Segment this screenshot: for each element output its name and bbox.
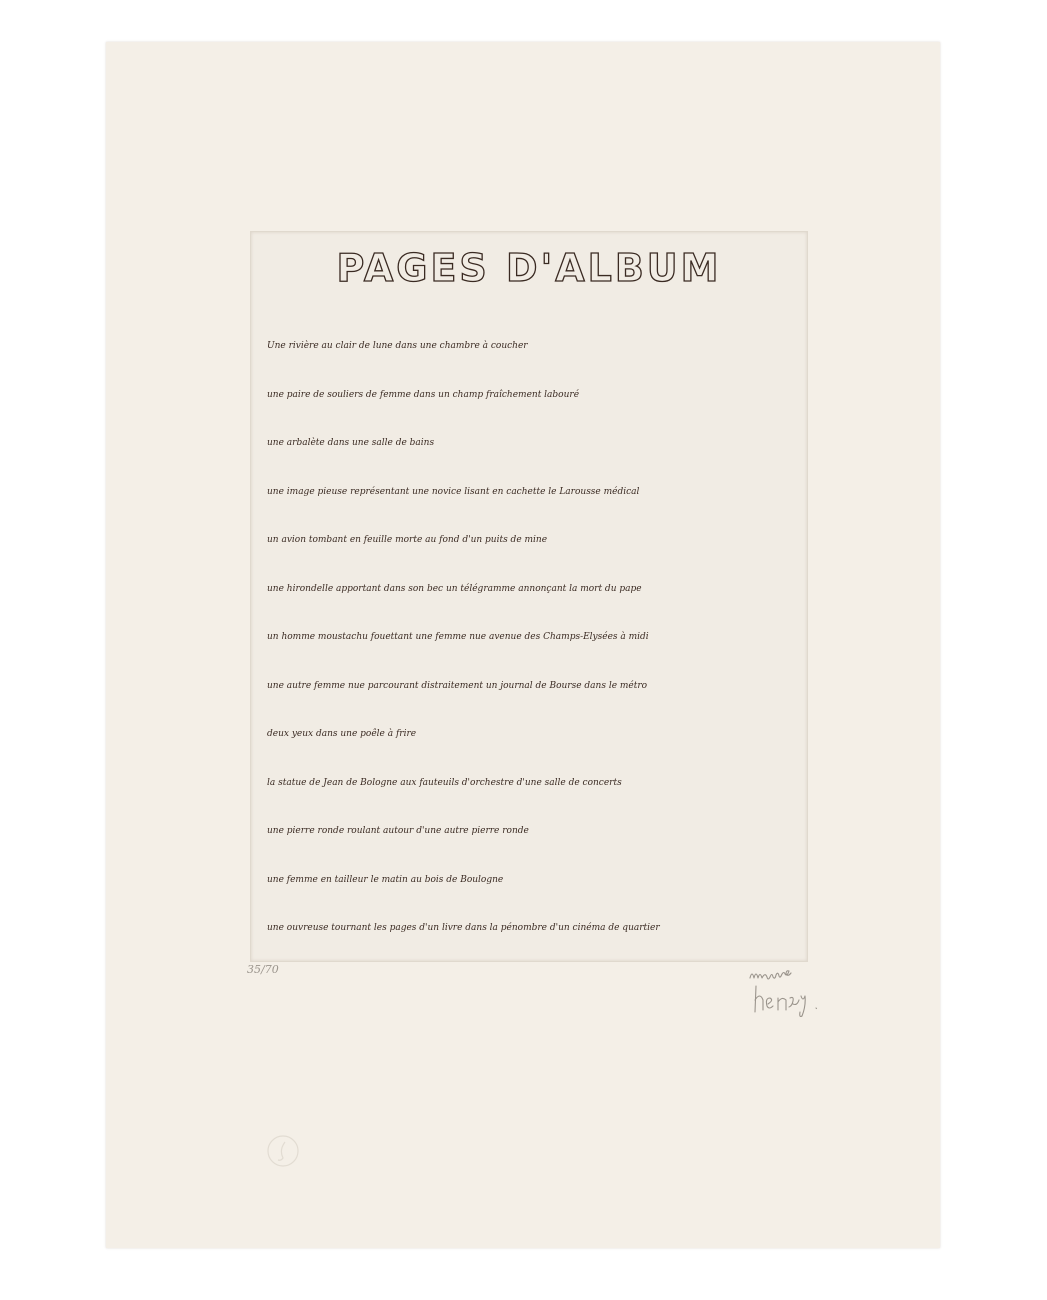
poem-line: une autre femme nue parcourant distraitement un journal de Bourse dans le métro <box>267 680 648 691</box>
etched-plate <box>250 231 808 962</box>
poem-line: une femme en tailleur le matin au bois de Boulogne <box>267 874 504 885</box>
poem-line: une ouvreuse tournant les pages d'un livre dans la pénombre d'un cinéma de quartier <box>267 923 660 933</box>
poem-line: Une rivière au clair de lune dans une chambre à coucher <box>267 341 528 351</box>
poem-lines <box>267 322 803 953</box>
poem-line: une paire de souliers de femme dans un champ fraîchement labouré <box>267 389 580 400</box>
poem-line: un homme moustachu fouettant une femme nue avenue des Champs-Elysées à midi <box>267 632 649 642</box>
blindstamp-seal <box>266 1134 300 1168</box>
poem-line: une hirondelle apportant dans son bec un télégramme annonçant la mort du pape <box>267 583 642 594</box>
poem-line: deux yeux dans une poêle à frire <box>267 729 417 739</box>
print-sheet <box>106 42 940 1248</box>
poem-line: une arbalète dans une salle de bains <box>267 438 435 448</box>
poem-line: la statue de Jean de Bologne aux fauteuils d'orchestre d'une salle de concerts <box>267 777 622 788</box>
poem-line: un avion tombant en feuille morte au fond d'un puits de mine <box>267 535 548 545</box>
artist-signature <box>746 960 826 1020</box>
page-title: PAGES D'ALBUM <box>336 246 722 290</box>
edition-number: 35/70 <box>247 963 279 976</box>
poem-line: une image pieuse représentant une novice lisant en cachette le Larousse médical <box>267 486 640 497</box>
poem-line: une pierre ronde roulant autour d'une autre pierre ronde <box>267 826 529 836</box>
